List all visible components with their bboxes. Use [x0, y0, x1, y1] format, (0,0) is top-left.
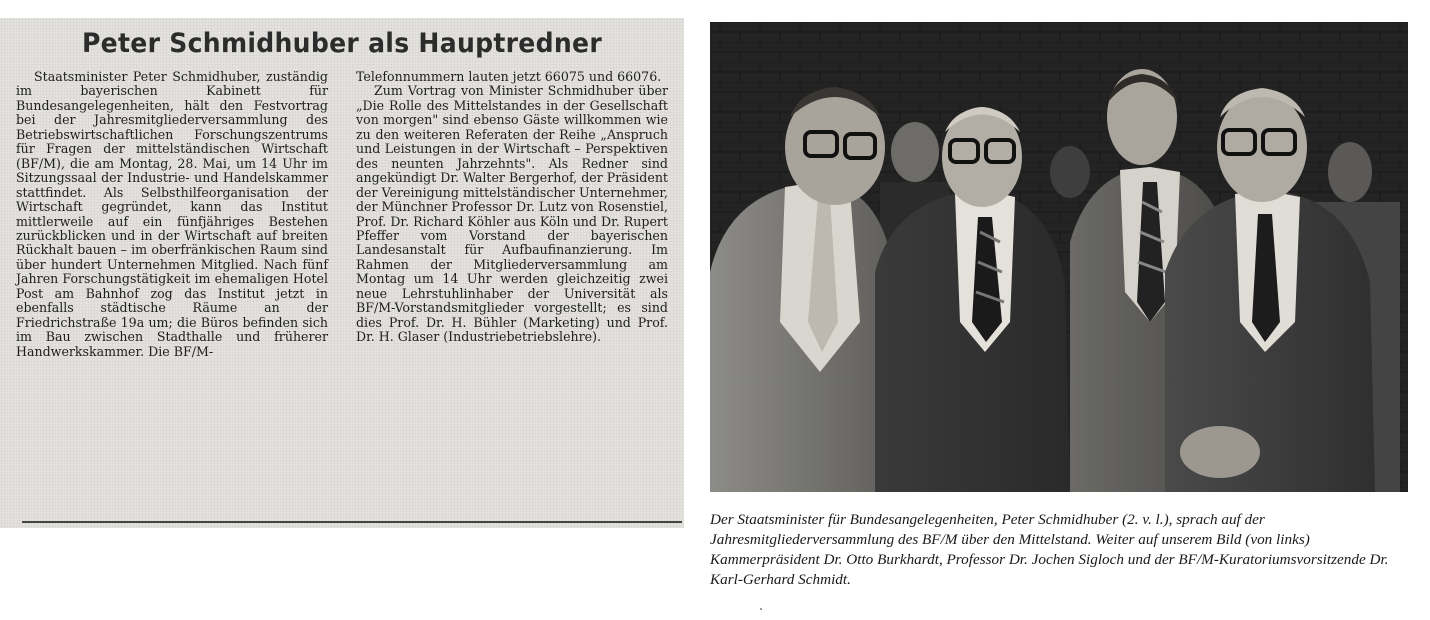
article-paragraph: Zum Vortrag von Minister Schmidhuber über „Die Rolle des Mittelstandes in der Gesellschaft von morgen" sind ebenso Gäste willkommen wie zu den weiteren Referaten der Reihe „Anspruch und Leistungen in der Wirtschaft – Perspektiven des neunten Jahrzehnts". Als Redner sind angekündigt Dr. Walter Bergerhof, der Präsident der Vereinigung mittelständischer Unternehmer, der Münchner Professor Dr. Lutz von Rosenstiel, Prof. Dr. Richard Köhler aus Köln und Dr. Rupert Pfeffer vom Vorstand der bayerischen Landesanstalt für Aufbaufinanzierung. Im Rahmen der Mitgliederversammlung am Montag um 14 Uhr werden gleichzeitig zwei neue Lehrstuhlinhaber der Universität als BF/M-Vorstandsmitglieder vorgestellt; es sind dies Prof. Dr. H. Bühler (Marketing) und Prof. Dr. H. Glaser (Industriebetriebslehre). [356, 83, 668, 345]
newspaper-clipping [0, 18, 684, 528]
group-photo [710, 22, 1408, 492]
article-paragraph: Staatsminister Peter Schmidhuber, zuständig im bayerischen Kabinett für Bundesangelegenheiten, hält den Festvortrag bei der Jahresmitgliederversammlung des Betriebswirtschaftlichen Forschungszentrums für Fragen der mittelständischen Wirtschaft (BF/M), die am Montag, 28. Mai, um 14 Uhr im Sitzungssaal der Industrie- und Handelskammer stattfindet. Als Selbsthilfeorganisation der Wirtschaft gegründet, kann das Institut mittlerweile auf ein fünfjähriges Bestehen zurückblicken und in der Wirtschaft auf breiten Rückhalt bauen – im oberfränkischen Raum sind über hundert Unternehmen Mitglied. Nach fünf Jahren Forschungstätigkeit im ehemaligen Hotel Post am Bahnhof zog das Institut jetzt in ebenfalls städtische Räume an der Friedrichstraße 19a um; die Büros befinden sich im Bau zwischen Stadthalle und früherer Handwerkskammer. Die BF/M- [16, 69, 328, 359]
article-column-right [356, 70, 668, 345]
article-column-left [16, 70, 328, 359]
photo-caption: Der Staatsminister für Bundesangelegenheiten, Peter Schmidhuber (2. v. l.), sprach auf der Jahresmitgliederversammlung des BF/M über den Mittelstand. Weiter auf unserem Bild (von links) Kammerpräsident Dr. Otto Burkhardt, Professor Dr. Jochen Sigloch und der BF/M-Kuratoriumsvorsitzende Dr. Karl-Gerhard Schmidt. [710, 511, 1389, 588]
article-paragraph-continued: Telefonnummern lauten jetzt 66075 und 66076. [356, 69, 662, 84]
article-headline: Peter Schmidhuber als Hauptredner [81, 28, 603, 59]
bottom-rule [22, 521, 682, 523]
speck [760, 608, 762, 610]
